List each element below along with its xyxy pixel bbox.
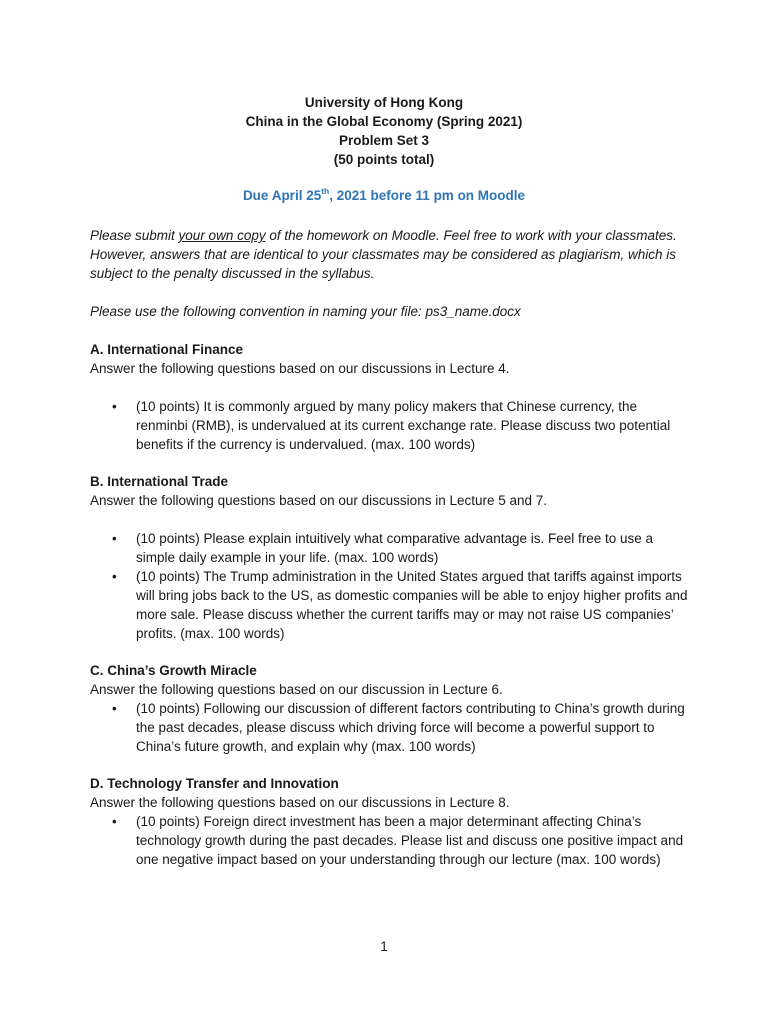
section-instruction: Answer the following questions based on our discussions in Lecture 5 and 7. <box>90 493 548 508</box>
due-suffix: , 2021 before 11 pm on Moodle <box>329 188 526 203</box>
problem-set-title: Problem Set 3 <box>338 133 430 148</box>
section-d <box>90 774 690 869</box>
naming-convention: Please use the following convention in naming your file: ps3_name.docx <box>90 304 521 319</box>
question-item <box>90 812 690 869</box>
question-text: (10 points) It is commonly argued by many policy makers that Chinese currency, the renminbi (RMB), is undervalued at its current exchange rate. Please discuss two potential benefits if the currency is undervalued. (max. 100 words) <box>136 399 671 452</box>
section-instruction: Answer the following questions based on our discussion in Lecture 6. <box>90 682 503 697</box>
question-item <box>90 397 690 454</box>
intro-text-1: Please submit <box>90 228 179 243</box>
question-list <box>90 812 690 869</box>
question-item <box>90 567 690 643</box>
section-a <box>90 340 690 454</box>
university-name: University of Hong Kong <box>304 95 464 110</box>
question-item <box>90 699 690 756</box>
question-list <box>90 699 690 756</box>
section-instruction: Answer the following questions based on our discussions in Lecture 4. <box>90 361 510 376</box>
bullet-icon: • <box>112 531 117 546</box>
question-item <box>90 529 690 567</box>
question-list <box>90 529 690 643</box>
bullet-icon: • <box>112 569 117 584</box>
section-instruction: Answer the following questions based on our discussions in Lecture 8. <box>90 795 510 810</box>
submission-instructions <box>90 226 690 283</box>
section-title: C. China’s Growth Miracle <box>90 663 257 678</box>
intro-text-2: of the homework on Moodle. Feel free to work with your classmates. However, answers that are identical to your classmates may be considered as plagiarism, which is subject to the penalty discussed in the syllabus. <box>90 228 677 281</box>
due-date <box>0 186 768 206</box>
bullet-icon: • <box>112 814 117 829</box>
question-text: (10 points) The Trump administration in the United States argued that tariffs against imports will bring jobs back to the US, as domestic companies will be able to enjoy higher profits and more sale. Please discuss whether the current tariffs may or may not raise US companies’ profits. (max. 100 words) <box>136 569 688 641</box>
bullet-icon: • <box>112 701 117 716</box>
document-header <box>0 93 768 169</box>
document-body <box>90 226 690 869</box>
section-c <box>90 661 690 756</box>
question-text: (10 points) Following our discussion of different factors contributing to China’s growth during the past decades, please discuss which driving force will become a powerful support to China’s future growth, and explain why (max. 100 words) <box>136 701 685 754</box>
due-superscript: th <box>321 185 330 196</box>
section-b <box>90 472 690 643</box>
question-text: (10 points) Please explain intuitively what comparative advantage is. Feel free to use a simple daily example in your life. (max. 100 words) <box>136 531 654 565</box>
page-number: 1 <box>380 939 388 954</box>
due-prefix: Due April 25 <box>242 188 322 203</box>
question-list <box>90 397 690 454</box>
own-copy-emphasis: your own copy <box>178 228 266 243</box>
question-text: (10 points) Foreign direct investment has been a major determinant affecting China’s technology growth during the past decades. Please list and discuss one positive impact and one negative impact based on your understanding through our lecture (max. 100 words) <box>136 814 684 867</box>
course-title: China in the Global Economy (Spring 2021) <box>245 114 523 129</box>
section-title: B. International Trade <box>90 474 229 489</box>
points-total: (50 points total) <box>333 152 435 167</box>
bullet-icon: • <box>112 399 117 414</box>
section-title: D. Technology Transfer and Innovation <box>90 776 339 791</box>
section-title: A. International Finance <box>90 342 244 357</box>
